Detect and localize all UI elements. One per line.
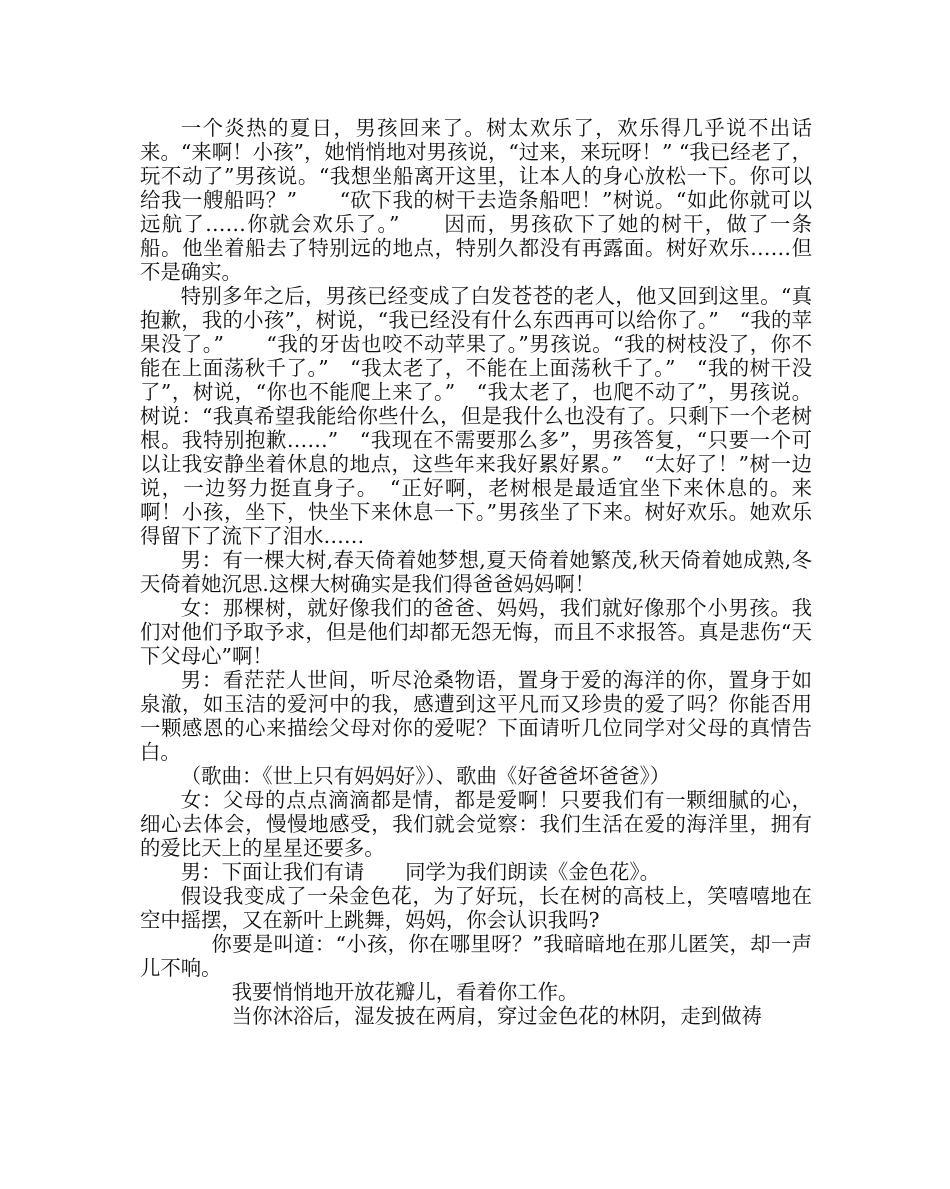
paragraph-golden-flower-3: 我要悄悄地开放花瓣儿，看着你工作。 xyxy=(231,980,579,1004)
paragraph-male-love-sea: 男：看茫茫人世间，听尽沧桑物语，置身于爱的海洋的你，置身于如泉澈，如玉洁的爱河中的我，感遭到这平凡而又珍贵的爱了吗？你能否用一颗感恩的心来描绘父母对你的爱呢？下面请听几位同学对父母的真情告白。 xyxy=(140,668,812,764)
paragraph-golden-flower-1: 假设我变成了一朵金色花，为了好玩，长在树的高枝上，笑嘻嘻地在空中摇摆，又在新叶上跳舞，妈妈，你会认识我吗? xyxy=(140,884,812,932)
paragraph-golden-flower-4: 当你沐浴后，湿发披在两肩，穿过金色花的林阴，走到做祷 xyxy=(231,1004,762,1028)
paragraph-male-invite-reading: 男：下面让我们有请 同学为我们朗读《金色花》。 xyxy=(180,860,660,884)
paragraph-old-man-stump: 特别多年之后，男孩已经变成了白发苍苍的老人，他又回到这里。“真抱歉，我的小孩”，树说，“我已经没有什么东西再可以给你了。” “我的苹果没了。” “我的牙齿也咬不动苹果了。”男孩说。“我的树枝没了，你不能在上面荡秋千了。” “我太老了，不能在上面荡秋千了。” “我的树干没了”，树说，“你也不能爬上来了。” “我太老了，也爬不动了”，男孩说。树说：“我真希望我能给你些什么，但是我什么也没有了。只剩下一个老树根。我特别抱歉……” “我现在不需要那么多”，男孩答复，“只要一个可以让我安静坐着休息的地点，这些年来我好累好累。” “太好了！”树一边说，一边努力挺直身子。 “正好啊，老树根是最适宜坐下来休息的。来啊！小孩，坐下，快坐下来休息一下。”男孩坐了下来。树好欢乐。她欢乐得留下了流下了泪水…… xyxy=(140,284,812,548)
paragraph-summer-boat: 一个炎热的夏日，男孩回来了。树太欢乐了，欢乐得几乎说不出话来。“来啊！小孩”，她悄悄地对男孩说，“过来，来玩呀！” “我已经老了，玩不动了”男孩说。“我想坐船离开这里，让本人的身心放松一下。你可以给我一艘船吗？” “砍下我的树干去造条船吧！”树说。“如此你就可以远航了……你就会欢乐了。” 因而，男孩砍下了她的树干，做了一条船。他坐着船去了特别远的地点，特别久都没有再露面。树好欢乐……但不是确实。 xyxy=(140,116,812,284)
paragraph-female-love: 女：父母的点点滴滴都是情，都是爱啊！只要我们有一颗细腻的心，细心去体会，慢慢地感受，我们就会觉察：我们生活在爱的海洋里，拥有的爱比天上的星星还要多。 xyxy=(140,788,812,860)
document-page xyxy=(140,116,812,1028)
paragraph-female-parents: 女：那棵树，就好像我们的爸爸、妈妈，我们就好像那个小男孩。我们对他们予取予求，但是他们却都无怨无悔，而且不求报答。真是悲伤“天下父母心”啊！ xyxy=(140,596,812,668)
paragraph-songs: （歌曲：《世上只有妈妈好》）、歌曲《好爸爸坏爸爸》） xyxy=(180,764,671,788)
paragraph-male-tree-parents: 男：有一棵大树,春天倚着她梦想,夏天倚着她繁茂,秋天倚着她成熟,冬天倚着她沉思.这棵大树确实是我们得爸爸妈妈啊！ xyxy=(140,548,812,596)
paragraph-golden-flower-2: 你要是叫道：“小孩，你在哪里呀？”我暗暗地在那儿匿笑，却一声儿不响。 xyxy=(140,932,812,980)
